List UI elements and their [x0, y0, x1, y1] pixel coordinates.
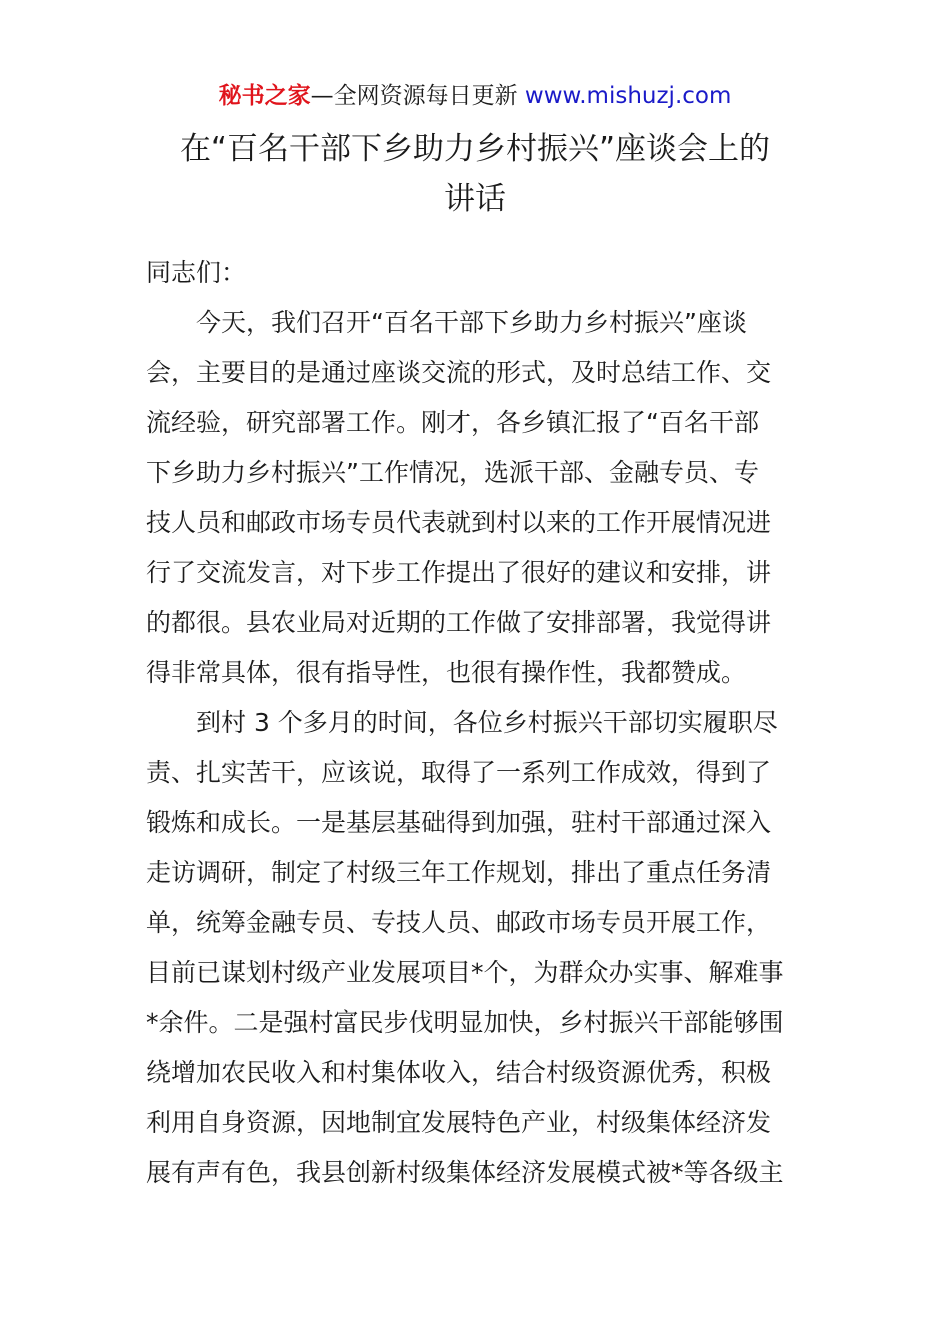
body-line: 今天，我们召开“百名干部下乡助力乡村振兴”座谈: [146, 308, 747, 337]
body-line: 流经验，研究部署工作。刚才，各乡镇汇报了“百名干部: [146, 408, 759, 437]
body-line: 行了交流发言，对下步工作提出了很好的建议和安排，讲: [146, 558, 772, 587]
body-line: 责、扎实苦干，应该说，取得了一系列工作成效，得到了: [146, 758, 772, 787]
body-line: 展有声有色，我县创新村级集体经济发展模式被*等各级主: [146, 1158, 784, 1187]
body-line: 下乡助力乡村振兴”工作情况，选派干部、金融专员、专: [146, 458, 759, 487]
body-line: 得非常具体，很有指导性，也很有操作性，我都赞成。: [146, 658, 747, 687]
site-header: [0, 80, 950, 112]
body-line: 绕增加农民收入和村集体收入，结合村级资源优秀，积极: [146, 1058, 772, 1087]
body-line: 到村 3 个多月的时间，各位乡村振兴干部切实履职尽: [146, 708, 778, 737]
document-title: [120, 124, 830, 224]
body-line: 会，主要目的是通过座谈交流的形式，及时总结工作、交: [146, 358, 772, 387]
document-body: [146, 248, 816, 1198]
body-line: 锻炼和成长。一是基层基础得到加强，驻村干部通过深入: [146, 808, 772, 837]
body-line: 单，统筹金融专员、专技人员、邮政市场专员开展工作，: [146, 908, 772, 937]
salutation: 同志们：: [146, 258, 247, 287]
body-line: 技人员和邮政市场专员代表就到村以来的工作开展情况进: [146, 508, 772, 537]
body-line: *余件。二是强村富民步伐明显加快，乡村振兴干部能够围: [146, 1008, 784, 1037]
brand-name: 秘书之家: [218, 83, 311, 109]
header-tagline: —全网资源每日更新: [310, 83, 518, 109]
body-line: 目前已谋划村级产业发展项目*个，为群众办实事、解难事: [146, 958, 784, 987]
title-line: 讲话: [444, 181, 506, 217]
title-line: 在“百名干部下乡助力乡村振兴”座谈会上的: [179, 131, 771, 167]
body-line: 走访调研，制定了村级三年工作规划，排出了重点任务清: [146, 858, 772, 887]
body-line: 利用自身资源，因地制宜发展特色产业，村级集体经济发: [146, 1108, 772, 1137]
site-url-link[interactable]: www.mishuzj.com: [524, 83, 732, 109]
body-line: 的都很。县农业局对近期的工作做了安排部署，我觉得讲: [146, 608, 772, 637]
